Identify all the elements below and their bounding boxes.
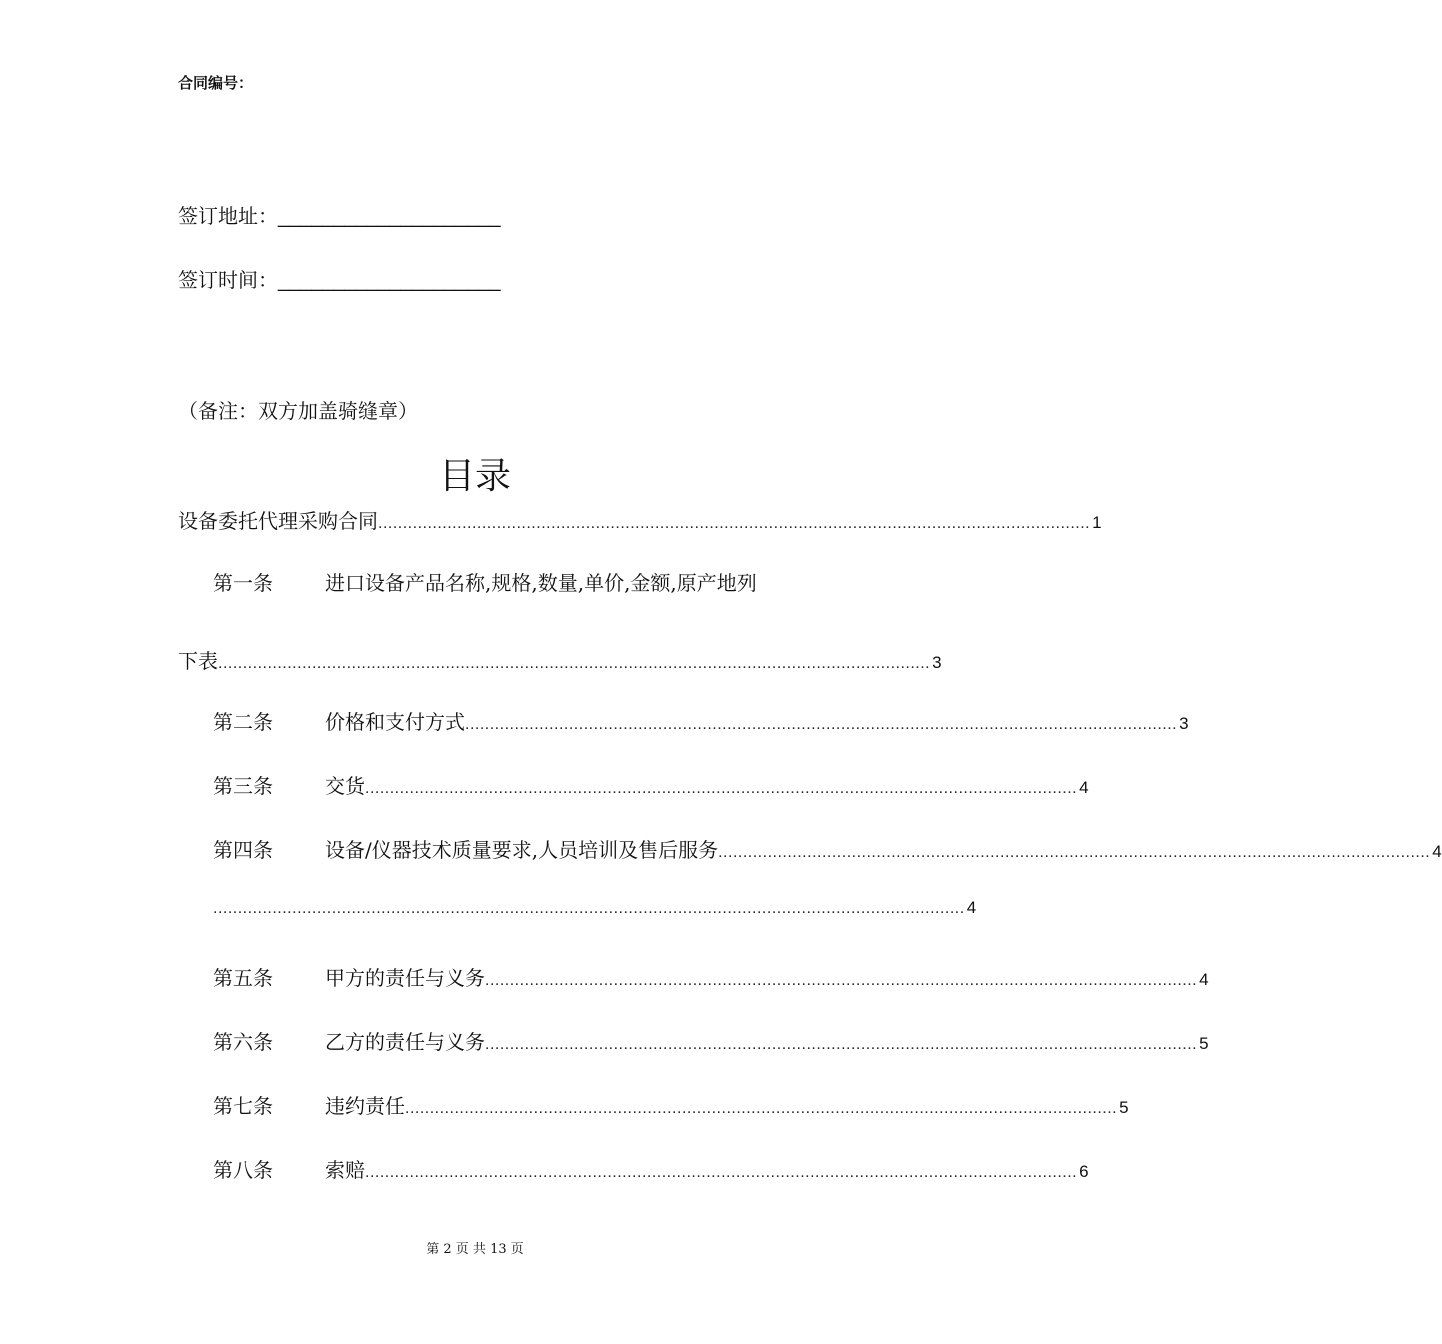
toc-leader: ................................................................................................................................................ bbox=[218, 655, 931, 672]
toc-entry-label: 乙方的责任与义务 bbox=[325, 1030, 485, 1054]
signing-address-label: 签订地址： bbox=[178, 204, 278, 228]
footer-prefix: 第 bbox=[426, 1242, 440, 1257]
toc-leader: ................................................................................................................................................ bbox=[485, 972, 1198, 989]
toc-article-number: 第七条 bbox=[213, 1094, 273, 1118]
signing-time bbox=[178, 264, 500, 293]
toc-entry-label: 设备/仪器技术质量要求,人员培训及售后服务 bbox=[325, 838, 719, 862]
toc-entry-article4[interactable] bbox=[213, 834, 1442, 863]
toc-page-number: 4 bbox=[966, 898, 977, 917]
seal-note: （备注：双方加盖骑缝章） bbox=[178, 399, 418, 423]
toc-entry-label: 索赔 bbox=[325, 1158, 365, 1182]
toc-leader: ................................................................................................................................................ bbox=[365, 1164, 1078, 1181]
toc-article-number: 第五条 bbox=[213, 966, 273, 990]
toc-entry-label: 甲方的责任与义务 bbox=[325, 966, 485, 990]
toc-page-number: 5 bbox=[1119, 1098, 1129, 1117]
toc-article-number: 第二条 bbox=[213, 710, 273, 734]
toc-page-number: 1 bbox=[1092, 513, 1102, 532]
toc-entry-label: 价格和支付方式 bbox=[325, 710, 465, 734]
toc-page-number: 5 bbox=[1199, 1034, 1209, 1053]
toc-entry-article6[interactable] bbox=[213, 1026, 1209, 1055]
footer-total-pages: 13 bbox=[490, 1242, 507, 1257]
toc-page-number: 4 bbox=[1432, 842, 1442, 861]
toc-article-number: 第四条 bbox=[213, 838, 273, 862]
toc-entry-article1-line1[interactable] bbox=[213, 567, 757, 596]
toc-article-number: 第八条 bbox=[213, 1158, 273, 1182]
signing-time-label: 签订时间： bbox=[178, 268, 278, 292]
signing-address-blank: ____________________ bbox=[278, 206, 501, 228]
toc-leader: ................................................................................................................................................ bbox=[378, 515, 1091, 532]
toc-entry-article8[interactable] bbox=[213, 1154, 1089, 1183]
toc-entry-label: 违约责任 bbox=[325, 1094, 405, 1118]
toc-page-number: 4 bbox=[1079, 778, 1089, 797]
toc-entry-label: 设备委托代理采购合同 bbox=[178, 509, 378, 533]
footer-mid: 页 共 bbox=[455, 1242, 486, 1257]
toc-entry-article1-line2[interactable] bbox=[178, 645, 942, 674]
toc-entry-label: 交货 bbox=[325, 774, 365, 798]
footer-suffix: 页 bbox=[510, 1242, 524, 1257]
signing-address bbox=[178, 200, 500, 229]
toc-leader: ........................................................................................................................................................ bbox=[213, 900, 965, 917]
signing-time-blank: ____________________ bbox=[278, 270, 501, 292]
toc-page-number: 4 bbox=[1199, 970, 1209, 989]
toc-leader: ................................................................................................................................................ bbox=[365, 780, 1078, 797]
toc-leader: ................................................................................................................................................ bbox=[718, 844, 1431, 861]
toc-entry-article2[interactable] bbox=[213, 706, 1189, 735]
footer-current-page: 2 bbox=[443, 1242, 452, 1257]
toc-entry-article3[interactable] bbox=[213, 770, 1089, 799]
toc-page-number: 3 bbox=[1179, 714, 1189, 733]
contract-number-label: 合同编号： bbox=[178, 74, 254, 92]
toc-entry-main[interactable] bbox=[178, 505, 1102, 534]
toc-entry-article5[interactable] bbox=[213, 962, 1209, 991]
toc-entry-article7[interactable] bbox=[213, 1090, 1129, 1119]
toc-article-number: 第一条 bbox=[213, 571, 273, 595]
toc-page-number: 6 bbox=[1079, 1162, 1089, 1181]
toc-article-number: 第三条 bbox=[213, 774, 273, 798]
toc-leader: ................................................................................................................................................ bbox=[465, 716, 1178, 733]
toc-entry-article4-continuation[interactable] bbox=[213, 898, 977, 918]
page-footer bbox=[0, 1238, 950, 1257]
toc-page-number: 3 bbox=[932, 653, 942, 672]
toc-leader: ................................................................................................................................................ bbox=[405, 1100, 1118, 1117]
toc-entry-label: 下表 bbox=[178, 649, 218, 673]
toc-entry-label: 进口设备产品名称,规格,数量,单价,金额,原产地列 bbox=[325, 571, 757, 595]
toc-leader: ................................................................................................................................................ bbox=[485, 1036, 1198, 1053]
toc-title: 目录 bbox=[438, 456, 511, 497]
toc-article-number: 第六条 bbox=[213, 1030, 273, 1054]
